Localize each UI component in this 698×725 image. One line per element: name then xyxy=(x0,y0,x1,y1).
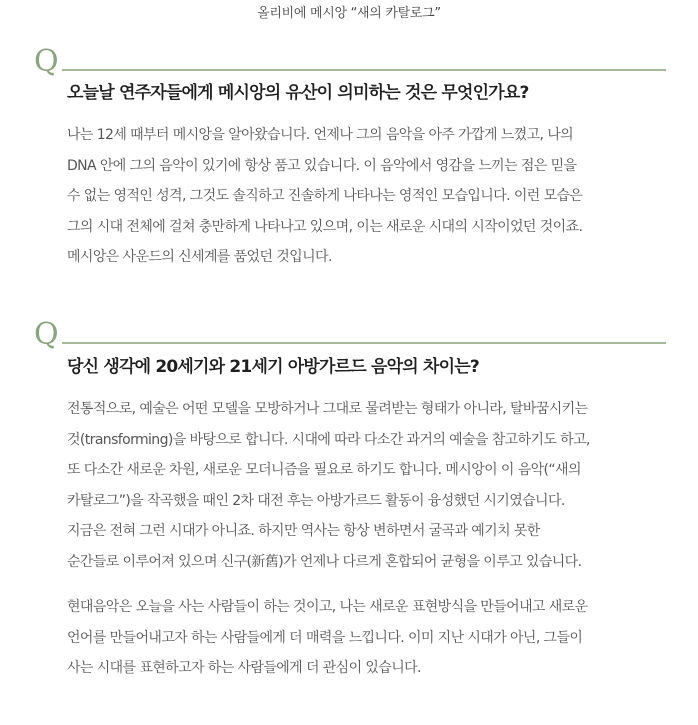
answer-line: 메시앙은 사운드의 신세계를 품었던 것입니다. xyxy=(67,249,332,265)
answer-paragraph xyxy=(67,120,679,273)
answer-line: 수 없는 영적인 성격, 그것도 솔직하고 진솔하게 나타나는 영적인 모습입니다. 이런 모습은 xyxy=(67,188,583,204)
answer-line: 전통적으로, 예술은 어떤 모델을 모방하거나 그대로 물려받는 형태가 아니라, 탈바꿈시키는 xyxy=(67,401,588,417)
answer-line: 현대음악은 오늘을 사는 사람들이 하는 것이고, 나는 새로운 표현방식을 만들어내고 새로운 xyxy=(67,599,588,615)
question-marker-row xyxy=(34,317,666,353)
divider-line xyxy=(62,69,666,71)
answer-line: 나는 12세 때부터 메시앙을 알아왔습니다. 언제나 그의 음악을 아주 가깝게 느꼈고, 나의 xyxy=(67,127,574,143)
q-marker: Q xyxy=(34,44,59,79)
answer-line: 그의 시대 전체에 걸쳐 충만하게 나타나고 있으며, 이는 새로운 시대의 시작이었던 것이죠. xyxy=(67,218,583,235)
answer-line: 순간들로 이루어져 있으며 신구(新舊)가 언제나 다르게 혼합되어 균형을 이루고 있습니다. xyxy=(67,553,582,570)
answer-line: 지금은 전혀 그런 시대가 아니죠. 하지만 역사는 항상 변하면서 굴곡과 예기치 못한 xyxy=(67,523,540,539)
answer-paragraph xyxy=(67,394,679,577)
answer-line: 또 다소간 새로운 차원, 새로운 모더니즘을 필요로 하기도 합니다. 메시앙이 이 음악(“새의 xyxy=(67,462,581,478)
question-heading: 오늘날 연주자들에게 메시앙의 유산이 의미하는 것은 무엇인가요? xyxy=(67,83,529,103)
divider-line xyxy=(62,342,666,344)
page-header: 올리비에 메시앙 “새의 카탈로그” xyxy=(257,6,441,21)
q-marker: Q xyxy=(34,317,59,352)
answer-line: 카탈로그”)을 작곡했을 때인 2차 대전 후는 아방가르드 활동이 융성했던 시기였습니다. xyxy=(67,492,565,509)
answer-line: DNA 안에 그의 음악이 있기에 항상 품고 있습니다. 이 음악에서 영감을 느끼는 점은 믿을 xyxy=(67,157,577,174)
answer-line: 사는 시대를 표현하고자 하는 사람들에게 더 관심이 있습니다. xyxy=(67,660,421,676)
answer-line: 언어를 만들어내고자 하는 사람들에게 더 매력을 느낍니다. 이미 지난 시대가 아닌, 그들이 xyxy=(67,629,583,646)
answer-line: 것(transforming)을 바탕으로 합니다. 시대에 따라 다소간 과거의 예술을 참고하기도 하고, xyxy=(67,431,590,448)
question-marker-row xyxy=(34,44,666,80)
question-heading: 당신 생각에 20세기와 21세기 아방가르드 음악의 차이는? xyxy=(67,357,479,377)
answer-paragraph xyxy=(67,592,679,684)
